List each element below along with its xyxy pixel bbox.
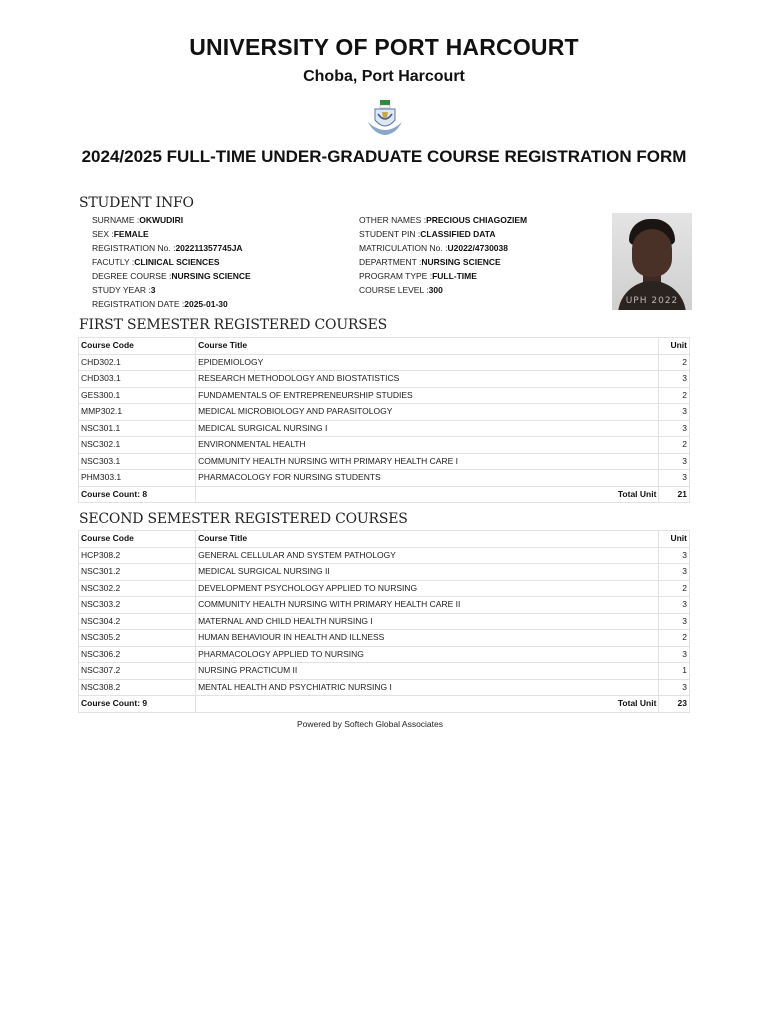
course-unit: 3 bbox=[659, 613, 690, 630]
first-semester-table bbox=[78, 337, 690, 503]
course-code: CHD303.1 bbox=[79, 371, 196, 388]
second-semester-summary-row bbox=[79, 696, 690, 713]
course-title: DEVELOPMENT PSYCHOLOGY APPLIED TO NURSING bbox=[196, 580, 659, 597]
university-logo-icon bbox=[366, 98, 404, 138]
table-row bbox=[79, 354, 690, 371]
course-count: Course Count: 8 bbox=[79, 486, 196, 503]
table-row bbox=[79, 646, 690, 663]
table-row bbox=[79, 547, 690, 564]
table-row bbox=[79, 597, 690, 614]
student-photo bbox=[612, 213, 692, 310]
course-unit: 3 bbox=[659, 547, 690, 564]
course-title: MATERNAL AND CHILD HEALTH NURSING I bbox=[196, 613, 659, 630]
course-title: MEDICAL MICROBIOLOGY AND PARASITOLOGY bbox=[196, 404, 659, 421]
course-unit: 3 bbox=[659, 404, 690, 421]
course-unit: 3 bbox=[659, 597, 690, 614]
table-row bbox=[79, 564, 690, 581]
column-header-title: Course Title bbox=[196, 338, 659, 355]
column-header-unit: Unit bbox=[659, 531, 690, 548]
course-unit: 1 bbox=[659, 663, 690, 680]
footer-credit: Powered by Softech Global Associates bbox=[297, 719, 443, 729]
course-title: MENTAL HEALTH AND PSYCHIATRIC NURSING I bbox=[196, 679, 659, 696]
column-header-code: Course Code bbox=[79, 338, 196, 355]
course-title: EPIDEMIOLOGY bbox=[196, 354, 659, 371]
total-unit-label: Total Unit bbox=[196, 696, 659, 713]
course-code: NSC301.2 bbox=[79, 564, 196, 581]
course-title: MEDICAL SURGICAL NURSING I bbox=[196, 420, 659, 437]
course-code: NSC305.2 bbox=[79, 630, 196, 647]
course-unit: 2 bbox=[659, 387, 690, 404]
info-student-pin: STUDENT PIN :CLASSIFIED DATA bbox=[359, 229, 496, 239]
first-semester-summary-row bbox=[79, 486, 690, 503]
course-unit: 3 bbox=[659, 564, 690, 581]
table-row bbox=[79, 453, 690, 470]
info-matriculation-no: MATRICULATION No. :U2022/4730038 bbox=[359, 243, 508, 253]
course-unit: 3 bbox=[659, 420, 690, 437]
info-program-type: PROGRAM TYPE :FULL-TIME bbox=[359, 271, 477, 281]
student-info-heading: STUDENT INFO bbox=[79, 195, 194, 211]
course-title: COMMUNITY HEALTH NURSING WITH PRIMARY HEALTH CARE I bbox=[196, 453, 659, 470]
course-title: FUNDAMENTALS OF ENTREPRENEURSHIP STUDIES bbox=[196, 387, 659, 404]
column-header-unit: Unit bbox=[659, 338, 690, 355]
table-row bbox=[79, 371, 690, 388]
course-unit: 2 bbox=[659, 354, 690, 371]
table-row bbox=[79, 663, 690, 680]
second-semester-table bbox=[78, 530, 690, 713]
info-other-names: OTHER NAMES :PRECIOUS CHIAGOZIEM bbox=[359, 215, 528, 225]
course-title: ENVIRONMENTAL HEALTH bbox=[196, 437, 659, 454]
course-unit: 3 bbox=[659, 646, 690, 663]
course-title: PHARMACOLOGY FOR NURSING STUDENTS bbox=[196, 470, 659, 487]
table-header-row bbox=[79, 338, 690, 355]
course-code: NSC301.1 bbox=[79, 420, 196, 437]
table-row bbox=[79, 580, 690, 597]
course-code: NSC307.2 bbox=[79, 663, 196, 680]
total-unit-value: 23 bbox=[659, 696, 690, 713]
course-unit: 2 bbox=[659, 437, 690, 454]
course-code: NSC303.1 bbox=[79, 453, 196, 470]
photo-watermark: UPH 2022 bbox=[625, 296, 679, 306]
table-row bbox=[79, 470, 690, 487]
course-title: PHARMACOLOGY APPLIED TO NURSING bbox=[196, 646, 659, 663]
form-title: 2024/2025 FULL-TIME UNDER-GRADUATE COURSE REGISTRATION FORM bbox=[81, 147, 687, 166]
course-count: Course Count: 9 bbox=[79, 696, 196, 713]
info-surname: SURNAME :OKWUDIRI bbox=[92, 215, 184, 225]
course-title: RESEARCH METHODOLOGY AND BIOSTATISTICS bbox=[196, 371, 659, 388]
course-title: HUMAN BEHAVIOUR IN HEALTH AND ILLNESS bbox=[196, 630, 659, 647]
info-registration-date: REGISTRATION DATE :2025-01-30 bbox=[92, 299, 228, 309]
total-unit-value: 21 bbox=[659, 486, 690, 503]
info-sex: SEX :FEMALE bbox=[92, 229, 149, 239]
course-code: NSC302.2 bbox=[79, 580, 196, 597]
table-row bbox=[79, 387, 690, 404]
course-title: NURSING PRACTICUM II bbox=[196, 663, 659, 680]
info-degree-course: DEGREE COURSE :NURSING SCIENCE bbox=[92, 271, 251, 281]
course-unit: 3 bbox=[659, 679, 690, 696]
course-unit: 3 bbox=[659, 371, 690, 388]
course-code: CHD302.1 bbox=[79, 354, 196, 371]
university-location: Choba, Port Harcourt bbox=[303, 68, 465, 85]
table-row bbox=[79, 404, 690, 421]
column-header-code: Course Code bbox=[79, 531, 196, 548]
course-code: PHM303.1 bbox=[79, 470, 196, 487]
course-code: NSC303.2 bbox=[79, 597, 196, 614]
course-code: NSC306.2 bbox=[79, 646, 196, 663]
info-department: DEPARTMENT :NURSING SCIENCE bbox=[359, 257, 501, 267]
course-code: HCP308.2 bbox=[79, 547, 196, 564]
info-course-level: COURSE LEVEL :300 bbox=[359, 285, 443, 295]
table-row bbox=[79, 679, 690, 696]
course-unit: 3 bbox=[659, 453, 690, 470]
course-unit: 2 bbox=[659, 580, 690, 597]
table-header-row bbox=[79, 531, 690, 548]
course-title: COMMUNITY HEALTH NURSING WITH PRIMARY HEALTH CARE II bbox=[196, 597, 659, 614]
total-unit-label: Total Unit bbox=[196, 486, 659, 503]
table-row bbox=[79, 437, 690, 454]
university-name: UNIVERSITY OF PORT HARCOURT bbox=[189, 34, 579, 60]
table-row bbox=[79, 613, 690, 630]
column-header-title: Course Title bbox=[196, 531, 659, 548]
course-unit: 2 bbox=[659, 630, 690, 647]
info-registration-no: REGISTRATION No. :202211357745JA bbox=[92, 243, 243, 253]
course-code: NSC302.1 bbox=[79, 437, 196, 454]
course-code: GES300.1 bbox=[79, 387, 196, 404]
course-code: NSC308.2 bbox=[79, 679, 196, 696]
course-code: MMP302.1 bbox=[79, 404, 196, 421]
second-semester-heading: SECOND SEMESTER REGISTERED COURSES bbox=[79, 511, 408, 527]
info-study-year: STUDY YEAR :3 bbox=[92, 285, 156, 295]
course-code: NSC304.2 bbox=[79, 613, 196, 630]
course-title: MEDICAL SURGICAL NURSING II bbox=[196, 564, 659, 581]
course-unit: 3 bbox=[659, 470, 690, 487]
course-title: GENERAL CELLULAR AND SYSTEM PATHOLOGY bbox=[196, 547, 659, 564]
table-row bbox=[79, 420, 690, 437]
table-row bbox=[79, 630, 690, 647]
first-semester-heading: FIRST SEMESTER REGISTERED COURSES bbox=[79, 317, 388, 333]
info-faculty: FACUTLY :CLINICAL SCIENCES bbox=[92, 257, 220, 267]
